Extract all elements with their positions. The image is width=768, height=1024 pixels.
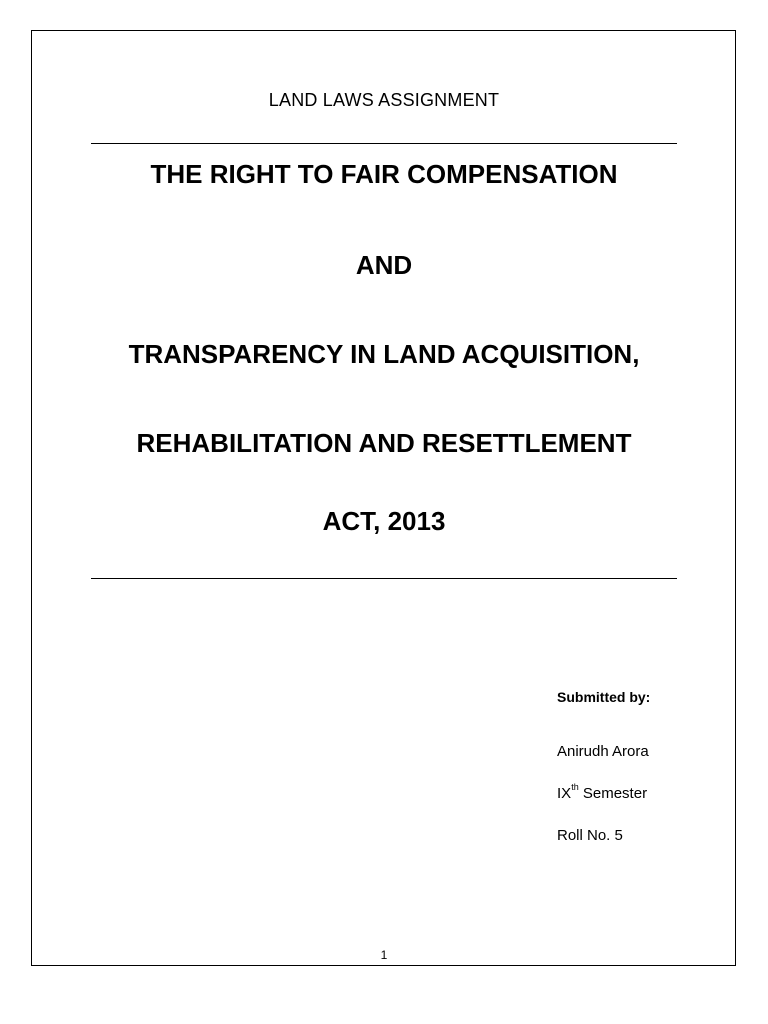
- title-line-3: TRANSPARENCY IN LAND ACQUISITION,: [128, 339, 640, 369]
- top-divider: [91, 143, 677, 144]
- title-line-1: THE RIGHT TO FAIR COMPENSATION: [150, 159, 618, 189]
- submitted-by-heading: Submitted by:: [557, 689, 651, 705]
- title-line-5: ACT, 2013: [322, 506, 446, 536]
- title-line-2: AND: [355, 250, 413, 280]
- semester-superscript: th: [571, 782, 579, 792]
- semester-prefix: IX: [557, 785, 572, 802]
- roll-number: Roll No. 5: [557, 827, 623, 844]
- bottom-divider: [91, 578, 677, 579]
- title-line-4: REHABILITATION AND RESETTLEMENT: [136, 428, 632, 458]
- student-name: Anirudh Arora: [557, 743, 649, 760]
- page-number: 1: [380, 948, 388, 962]
- assignment-label: LAND LAWS ASSIGNMENT: [268, 90, 500, 110]
- semester-suffix: Semester: [578, 785, 648, 802]
- semester: [557, 782, 648, 802]
